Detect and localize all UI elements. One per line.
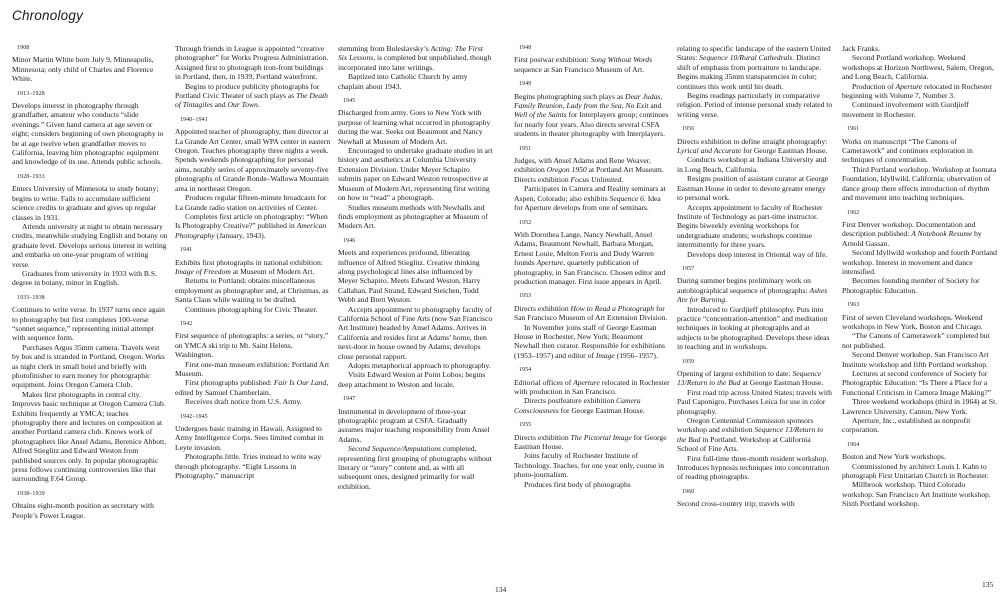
text-column-4: [514, 44, 670, 594]
year-heading: 1959: [682, 358, 695, 365]
text-column-2: [175, 44, 331, 594]
entry-paragraph: Accepts appointment to photography faculty of California School of Fine Arts (now San Francisco Art Institute) headed by Ansel Adams. Arrives in California and resides first at Adams’ home, then next-door in house owned by Adams; develops close personal rapport.: [338, 304, 493, 361]
entry-paragraph: Exhibits first photographs in national exhibition: Image of Freedom at Museum of Modern Art.: [175, 257, 323, 276]
year-heading: 1951: [519, 145, 532, 152]
entry-paragraph: Boston and New York workshops.: [842, 452, 946, 462]
entry-paragraph: Begins to produce publicity photographs for Portland Civic Theater of such plays as The Death of Tintagiles and Our Town.: [175, 81, 328, 110]
page-title: Chronology: [12, 8, 84, 23]
entry-paragraph: Works on manuscript “The Canons of Camerawork” and continues exploration in techniques of concentration.: [842, 136, 973, 165]
year-heading: 1956: [682, 126, 695, 133]
entry-paragraph: Continues photographing for Civic Theater.: [185, 304, 318, 314]
text-column-3: [338, 44, 494, 594]
entry-paragraph: Directs postfeature exhibition Camera Consciousness for George Eastman House.: [514, 396, 645, 415]
entry-paragraph: Second cross-country trip; travels with: [677, 499, 795, 509]
entry-paragraph: Resigns position of assistant curator at George Eastman House in order to devote greater energy to personal work.: [677, 174, 829, 203]
entry-paragraph: Third Portland workshop. Workshop at Isomata Foundation, Idyllwild, California; observation of dance group there effects introduction of rhythm and movement into teaching techniques.: [842, 164, 997, 203]
entry-paragraph: Editorial offices of Aperture relocated in Rochester with production in San Francisco.: [514, 377, 670, 396]
entry-paragraph: Becomes founding member of Society for Photographic Education.: [842, 276, 980, 295]
entry-paragraph: Through friends in League is appointed “creative photographer” for Works Progress Administration. Assigned first to photograph iron-front buildings in Portland, then, in 1939, Portland waterfront.: [175, 44, 329, 82]
year-heading: 1961: [847, 126, 860, 133]
entry-paragraph: Visits Edward Weston at Point Lobos; begins deep attachment to Weston and locale.: [338, 370, 486, 389]
entry-paragraph: Production of Aperture relocated in Rochester beginning with Volume 7, Number 3.: [842, 81, 992, 101]
entry-paragraph: Studies museum methods with Newhalls and finds employment as photographer at Museum of Modern Art.: [338, 202, 488, 231]
entry-paragraph: First of seven Cleveland workshops. Weekend workshops in New York, Boston and Chicago.: [842, 312, 983, 331]
year-heading: 1942: [180, 320, 193, 327]
entry-paragraph: Judges, with Ansel Adams and Rene Weaver, exhibition Oregon 1950 at Portland Art Museum. Directs exhibition Focus Unlimited.: [514, 156, 664, 184]
entry-paragraph: During summer begins preliminary work on autobiographical sequence of photographs: Ashes Are for Burning.: [677, 276, 828, 305]
year-heading: 1913–1928: [17, 90, 45, 97]
entry-paragraph: Conducts workshop at Indiana University and in Long Beach, California.: [677, 155, 827, 174]
entry-paragraph: Develops interest in photography through grandfather, amateur who conducts “slide evenings.” Given hand camera at age seven or eight; considers beginning of own photography to be at age twelve when grandfather moves to California, leaving him photographic equipment and knowledge of its use. Attends public schools.: [12, 101, 164, 167]
entry-paragraph: Attends university at night to obtain necessary credits, meanwhile studying English and botany on graduate level. Develops serious interest in writing and embarks on one-year program of writing verse.: [12, 221, 168, 269]
entry-paragraph: Directs exhibition to define straight photography: Lyrical and Accurate for George Eastman House.: [677, 136, 828, 156]
entry-paragraph: First one-man museum exhibition: Portland Art Museum.: [175, 359, 330, 378]
year-heading: 1942–1945: [180, 413, 208, 420]
year-heading: 1953: [519, 293, 532, 300]
entry-paragraph: Second Portland workshop. Weekend workshops at Horizon Northwest, Salem, Oregon, and Long Beach, California.: [842, 53, 994, 82]
entry-paragraph: Meets and experiences profound, liberating influence of Alfred Stieglitz. Creative thinking along psychological lines also influenced by Meyer Schapiro. Meets Edward Weston, Harry Callahan, Paul Strand, Edward Steichen, Todd Webb and Brett Weston.: [338, 248, 481, 305]
entry-paragraph: Photographs little. Tries instead to write way through photography. “Eight Lessons in Photography,” manuscript: [175, 452, 322, 481]
year-heading: 1952: [519, 219, 532, 226]
year-heading: 1945: [343, 98, 356, 105]
year-heading: 1948: [519, 45, 532, 51]
year-heading: 1960: [682, 488, 695, 495]
text-column-1: [12, 44, 168, 594]
year-heading: 1947: [343, 396, 356, 403]
year-heading: 1941: [180, 247, 193, 254]
year-heading: 1933–1938: [17, 294, 45, 301]
entry-paragraph: stemming from Boleslavsky’s Acting: The First Six Lessons, is completed but unpublished, though incorporated into later writings.: [338, 44, 492, 72]
entry-paragraph: Jack Franks.: [842, 44, 880, 53]
entry-paragraph: Commissioned by architect Louis I. Kahn to photograph First Unitarian Church in Rochester.: [842, 461, 989, 481]
year-heading: 1962: [847, 209, 860, 216]
entry-paragraph: Begins photographing such plays as Dear Judas, Family Reunion, Lady from the Sea, No Exit and Well of the Saints for Interplayers group; continues for nearly four years. Also directs several CSFA students in theater photography with Interplayers.: [514, 91, 669, 139]
entry-paragraph: Begins readings particularly in comparative religion. Period of intense personal study related to writing verse.: [677, 91, 833, 119]
text-column-5: [677, 44, 833, 594]
entry-paragraph: Instrumental in development of three-year photographic program at CSFA. Gradually assumes major teaching responsibility from Ansel Adams.: [338, 406, 490, 444]
entry-paragraph: Graduates from university in 1933 with B.S. degree in botany, minor in English.: [12, 268, 157, 288]
entry-paragraph: Oregon Centennial Commission sponsors workshop and exhibition Sequence 13/Return to the Bud in Portland. Workshop at California School of Fine Arts.: [677, 416, 824, 454]
entry-paragraph: Adopts metaphorical approach to photography.: [348, 361, 491, 370]
text-column-6: [842, 44, 998, 594]
entry-paragraph: Participates in Camera and Reality seminars at Aspen, Colorado; also exhibits Sequence 6. Idea for Aperture develops from one of seminars.: [514, 184, 666, 213]
entry-paragraph: Opening of largest exhibition to date: Sequence 13/Return to the Bud at George Eastman House.: [677, 369, 824, 388]
entry-paragraph: relating to specific landscape of the eastern United States: Sequence 10/Rural Cathedrals. Distinct shift of emphasis from portraiture to landscape. Begins making 35mm transparencies in color; continues this work until his death.: [677, 44, 831, 91]
entry-paragraph: “The Canons of Camerawork” completed but not published.: [842, 331, 990, 350]
entry-paragraph: Produces first body of photographs: [524, 479, 631, 489]
page-number-left: 134: [495, 585, 507, 594]
entry-paragraph: With Dorothea Lange, Nancy Newhall, Ansel Adams, Beaumont Newhall, Barbara Morgan, Ernest Louie, Melton Ferris and Dody Warren founds Aperture, quarterly publication of photography, in San Francisco. Chosen editor and production manager. First issue appears in April.: [514, 229, 666, 286]
entry-paragraph: Aperture, Inc., established as nonprofit corporation.: [842, 416, 971, 435]
entry-paragraph: Undergoes basic training in Hawaii. Assigned to Army Intelligence Corps. Sees limited combat in Leyte invasion.: [175, 424, 324, 452]
entry-paragraph: Obtains eight-month position as secretary with People’s Power League.: [12, 501, 154, 520]
entry-paragraph: Minor Martin White born July 9, Minneapolis, Minnesota; only child of Charles and Florence White.: [12, 55, 154, 84]
entry-paragraph: Receives draft notice from U.S. Army.: [185, 397, 302, 407]
entry-paragraph: Encouraged to undertake graduate studies in art history and aesthetics at Columbia University Extension Division. Under Meyer Schapiro submits paper on Edward Weston retrospective at Museum of Modern Art, representing first writing on how to “read” a photograph.: [338, 146, 493, 203]
entry-paragraph: First postwar exhibition: Song Without Words sequence at San Francisco Museum of Art.: [514, 55, 653, 74]
entry-paragraph: Produces regular fifteen-minute broadcasts for La Grande radio station on activities of Center.: [175, 193, 327, 212]
year-heading: 1955: [519, 422, 532, 429]
entry-paragraph: Develops deep interest in Oriental way of life.: [687, 249, 828, 259]
entry-paragraph: First road trip across United States; travels with Paul Caponigro. Purchases Leica for use in color photography.: [677, 387, 832, 416]
entry-paragraph: Purchases Argus 35mm camera. Travels west by bus and is stranded in Portland, Oregon. Works as night clerk in small hotel and briefly with photofinisher to earn money for photographic equipment. Joins Oregon Camera Club.: [12, 342, 165, 390]
entry-paragraph: First photographs published: Fair Is Our Land, edited by Samuel Chamberlain.: [175, 378, 329, 397]
entry-paragraph: Second Sequence/Amputations completed, representing first grouping of photographs without literary or “story” content and, as with all subsequent ones, designed primarily for wall exhibition.: [338, 444, 492, 491]
entry-paragraph: Millbrook workshop. Third Colorado workshop. San Francisco Art Institute workshop. Sixth Portland workshop.: [842, 480, 991, 509]
entry-paragraph: Baptized into Catholic Church by army chaplain about 1943.: [338, 72, 468, 91]
entry-paragraph: First full-time three-month resident workshop. Introduces hypnosis techniques into concentration of reading photographs.: [677, 453, 830, 482]
year-heading: 1928–1933: [17, 173, 45, 180]
entry-paragraph: Returns to Portland; obtains miscellaneous employment as photographer and, at Christmas, as Santa Claus while waiting to be drafted.: [175, 276, 329, 305]
entry-paragraph: Second Idyllwild workshop and fourth Portland workshop. Interest in movement and dance intensified.: [842, 248, 997, 276]
year-heading: 1957: [682, 265, 695, 272]
entry-paragraph: Makes first photographs in central city. Improves basic technique at Oregon Camera Club. Exhibits frequently at YMCA; teaches photography there and lectures on composition at another Portland camera club. Knows work of photographers like Ansel Adams, Berenice Abbott, Alfred Stieglitz and Edward Weston from published sources only. In popular photographic press follows continuing controversies like that surrounding F.64 Group.: [12, 389, 167, 484]
year-heading: 1964: [847, 441, 860, 448]
year-heading: 1940–1941: [180, 116, 208, 123]
entry-paragraph: Accepts appointment to faculty of Rochester Institute of Technology as part-time instructor. Begins biweekly evening workshops for undergraduate students; workshops continue intermittently for three years.: [677, 202, 823, 250]
year-heading: 1963: [847, 302, 860, 309]
entry-paragraph: Lectures at second conference of Society for Photographic Education: “Is There a Place for a Functional Criticism in Camera Image Making?”: [842, 369, 992, 397]
year-heading: 1954: [519, 367, 532, 374]
year-heading: 1938–1939: [17, 490, 45, 497]
page-number-right: 135: [982, 580, 994, 589]
year-heading: 1949: [519, 81, 532, 88]
entry-paragraph: Continues to write verse. In 1937 turns once again to photography but first completes 100-verse “sonnet sequence,” representing initial attempt with sequence form.: [12, 305, 165, 343]
year-heading: 1946: [343, 237, 356, 244]
entry-paragraph: In November joins staff of George Eastman House in Rochester, New York; Beaumont Newhall then curator. Responsible for exhibitions (1953–1957) and editor of Image (1956–1957).: [514, 322, 665, 360]
entry-paragraph: Directs exhibition How to Read a Photograph for San Francisco Museum of Art Extension Division.: [514, 303, 668, 323]
entry-paragraph: Discharged from army. Goes to New York with purpose of learning what occurred in photography during the war. Seeks out Beaumont and Nancy Newhall at Museum of Modern Art.: [338, 108, 491, 146]
entry-paragraph: First Denver workshop. Documentation and description published: A Notebook Resume by Arnold Gassan.: [842, 219, 982, 248]
entry-paragraph: Second Denver workshop. San Francisco Art Institute workshop and fifth Portland workshop.: [842, 350, 989, 369]
entry-paragraph: Continued involvement with Gurdjieff movement in Rochester.: [842, 100, 969, 119]
entry-paragraph: Appointed teacher of photography, then director at La Grande Art Center, small WPA center in eastern Oregon. Teaches photography three nights a week. Spends weekends photographing for personal aims, notably series of approximately seventy-five photographs of Grande Ronde–Wallowa Mountain area in northeast Oregon.: [175, 127, 331, 193]
entry-paragraph: Directs exhibition The Pictorial Image for George Eastman House.: [514, 432, 667, 452]
entry-paragraph: Introduced to Gurdjieff philosophy. Puts into practice “concentration-attention” and meditation techniques in looking at photographs and at subjects to be photographed. Develops these ideas in teaching and in workshops.: [677, 304, 830, 352]
entry-paragraph: Joins faculty of Rochester Institute of Technology. Teaches, for one year only, course in photo-journalism.: [514, 451, 665, 480]
entry-paragraph: Enters University of Minnesota to study botany; begins to write. Fails to accumulate sufficient science credits to graduate and gives up regular classes in 1931.: [12, 184, 159, 222]
entry-paragraph: Three weekend workshops (third in 1964) at St. Lawrence University, Canton, New York.: [842, 397, 998, 416]
entry-paragraph: Completes first article on photography: “When Is Photography Creative?” published in American Photography (January, 1943).: [175, 211, 328, 240]
entry-paragraph: First sequence of photographs: a series, or “story,” on YMCA ski trip to Mt. Saint Helens, Washington.: [175, 331, 329, 360]
year-heading: 1908: [17, 45, 30, 51]
